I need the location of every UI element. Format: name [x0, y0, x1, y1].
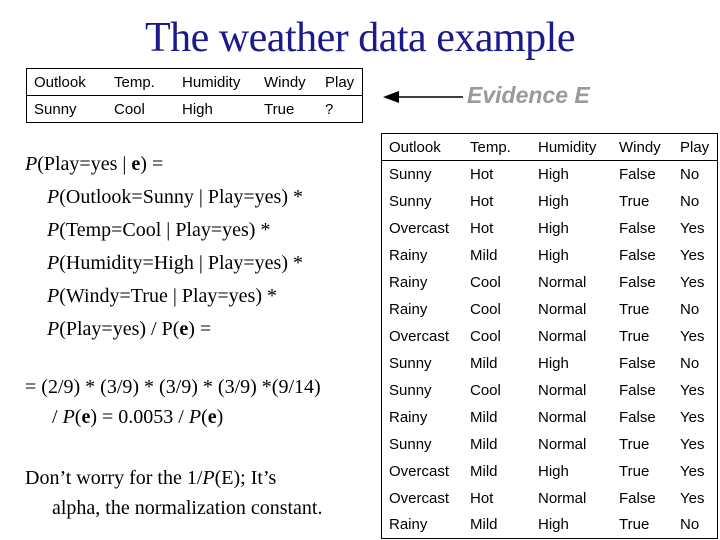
table-cell: Mild [470, 462, 498, 480]
table-cell: No [680, 354, 700, 372]
table-cell: Mild [470, 435, 498, 453]
evidence-label: Evidence E [467, 82, 590, 108]
table-cell: False [619, 273, 656, 291]
table-row [382, 323, 718, 350]
table-cell: Mild [470, 408, 498, 426]
table-cell: Yes [680, 273, 705, 291]
table-cell: Sunny [389, 165, 432, 183]
table-cell: True [619, 516, 650, 534]
calculation-line: = (2/9) * (3/9) * (3/9) * (3/9) *(9/14) [25, 376, 321, 398]
table-cell: Yes [680, 408, 705, 426]
table-cell: False [619, 408, 656, 426]
evidence-table [26, 68, 363, 123]
table-cell: Yes [680, 246, 705, 264]
table-cell: Rainy [389, 246, 428, 264]
table-cell: High [538, 219, 569, 237]
table-row [382, 431, 718, 458]
evidence-col-temp: Temp. [107, 69, 175, 96]
table-cell: No [680, 192, 700, 210]
table-row [382, 161, 718, 188]
table-cell: False [619, 219, 656, 237]
table-cell: Overcast [389, 327, 450, 345]
table-cell: Mild [470, 246, 498, 264]
table-cell: Normal [538, 273, 587, 291]
table-row [382, 242, 718, 269]
table-row [382, 215, 718, 242]
table-cell: False [619, 354, 656, 372]
table-cell: False [619, 165, 656, 183]
table-cell: Cool [470, 273, 501, 291]
table-cell: Hot [470, 219, 494, 237]
table-cell: Mild [470, 516, 498, 534]
formula-line: P(Play=yes | e) = [25, 153, 164, 175]
calculation-line: / P(e) = 0.0053 / P(e) [52, 406, 224, 428]
table-cell: Yes [680, 381, 705, 399]
table-cell: True [619, 300, 650, 318]
table-cell: Overcast [389, 219, 450, 237]
table-cell: Yes [680, 219, 705, 237]
table-cell: Cool [470, 327, 501, 345]
evidence-cell: Sunny [34, 100, 77, 118]
table-row [382, 404, 718, 431]
table-cell: Overcast [389, 462, 450, 480]
weather-col-play: Play [673, 134, 718, 161]
table-cell: Normal [538, 381, 587, 399]
evidence-col-humidity: Humidity [175, 69, 257, 96]
table-cell: True [619, 462, 650, 480]
evidence-col-windy: Windy [257, 69, 318, 96]
table-cell: Rainy [389, 300, 428, 318]
table-cell: Hot [470, 489, 494, 507]
table-cell: Yes [680, 489, 705, 507]
table-cell: High [538, 192, 569, 210]
table-cell: High [538, 462, 569, 480]
table-cell: Sunny [389, 381, 432, 399]
formula-line: P(Windy=True | Play=yes) * [47, 285, 278, 307]
table-cell: Normal [538, 435, 587, 453]
table-cell: Sunny [389, 354, 432, 372]
table-cell: Mild [470, 354, 498, 372]
table-row [382, 269, 718, 296]
weather-col-outlook: Outlook [382, 134, 464, 161]
table-cell: Normal [538, 408, 587, 426]
calculation-block [25, 372, 321, 432]
formula-line: P(Outlook=Sunny | Play=yes) * [47, 186, 303, 208]
table-cell: Hot [470, 192, 494, 210]
table-row [382, 458, 718, 485]
table-row [382, 512, 718, 539]
table-cell: Rainy [389, 273, 428, 291]
table-cell: Cool [470, 381, 501, 399]
table-cell: Overcast [389, 489, 450, 507]
table-cell: Hot [470, 165, 494, 183]
table-cell: High [538, 246, 569, 264]
formula-block [25, 148, 303, 346]
table-cell: High [538, 354, 569, 372]
formula-line: P(Temp=Cool | Play=yes) * [47, 219, 271, 241]
note-line: Don’t worry for the 1/P(E); It’s [25, 467, 277, 489]
table-cell: Cool [470, 300, 501, 318]
table-cell: False [619, 489, 656, 507]
table-cell: No [680, 165, 700, 183]
table-cell: High [538, 516, 569, 534]
table-cell: Yes [680, 435, 705, 453]
table-cell: False [619, 246, 656, 264]
table-cell: Sunny [389, 192, 432, 210]
table-row [382, 296, 718, 323]
evidence-header-row [27, 69, 363, 96]
table-row [382, 188, 718, 215]
table-cell: High [538, 165, 569, 183]
evidence-cell: True [264, 100, 295, 118]
table-cell: Normal [538, 327, 587, 345]
evidence-row [27, 96, 363, 123]
note-line: alpha, the normalization constant. [52, 497, 323, 519]
table-row [382, 350, 718, 377]
left-arrow-icon [383, 86, 465, 108]
weather-header-row [382, 134, 718, 161]
formula-line: P(Humidity=High | Play=yes) * [47, 252, 303, 274]
table-cell: Sunny [389, 435, 432, 453]
table-cell: Normal [538, 489, 587, 507]
table-cell: No [680, 300, 700, 318]
slide-title: The weather data example [145, 15, 575, 61]
table-cell: True [619, 327, 650, 345]
weather-col-humidity: Humidity [531, 134, 612, 161]
note-block [25, 463, 322, 523]
evidence-cell: Cool [114, 100, 145, 118]
table-cell: False [619, 381, 656, 399]
weather-col-windy: Windy [612, 134, 673, 161]
table-cell: Normal [538, 300, 587, 318]
weather-col-temp: Temp. [463, 134, 531, 161]
evidence-col-outlook: Outlook [27, 69, 108, 96]
weather-rows [382, 161, 718, 539]
table-row [382, 377, 718, 404]
table-cell: Yes [680, 327, 705, 345]
table-cell: Rainy [389, 516, 428, 534]
table-cell: Rainy [389, 408, 428, 426]
formula-line: P(Play=yes) / P(e) = [47, 318, 212, 340]
table-cell: True [619, 192, 650, 210]
weather-data-table [381, 133, 718, 539]
evidence-cell: ? [325, 100, 334, 118]
table-cell: True [619, 435, 650, 453]
evidence-cell: High [182, 100, 213, 118]
table-cell: No [680, 516, 700, 534]
table-cell: Yes [680, 462, 705, 480]
table-row [382, 485, 718, 512]
evidence-col-play: Play [318, 69, 363, 96]
